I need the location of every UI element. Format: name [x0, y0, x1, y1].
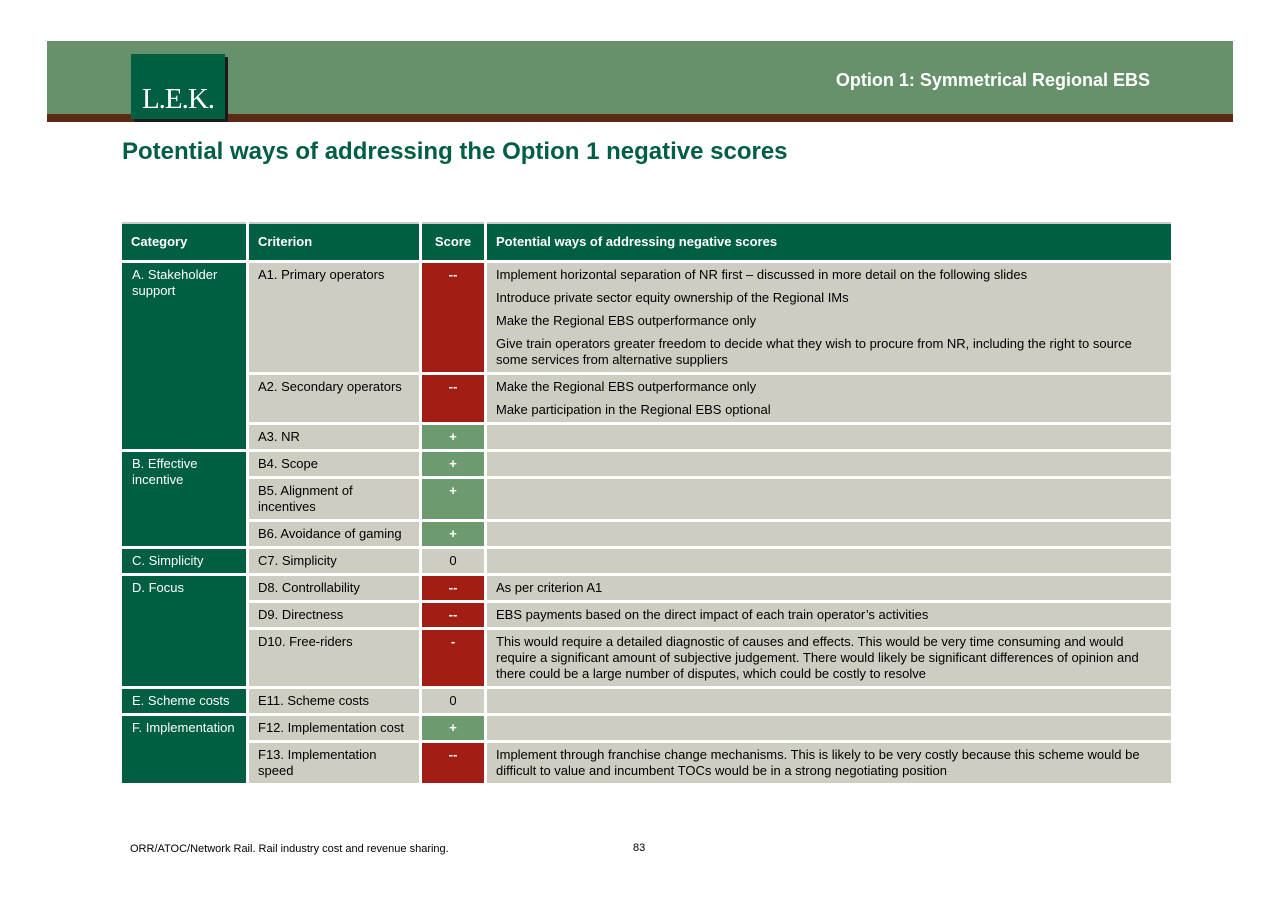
page-title: Potential ways of addressing the Option 1 negative scores: [122, 138, 788, 165]
criterion-cell: A1. Primary operators: [249, 263, 419, 372]
scores-table: [119, 219, 1174, 786]
table-row: [122, 549, 1171, 573]
score-header: Score: [422, 222, 484, 260]
ways-cell: [487, 603, 1171, 627]
ways-cell: [487, 375, 1171, 422]
way-item: As per criterion A1: [496, 580, 603, 595]
criterion-cell: E11. Scheme costs: [249, 689, 419, 713]
table-row: [122, 630, 1171, 686]
score-cell: -: [422, 630, 484, 686]
section-title: Option 1: Symmetrical Regional EBS: [835, 70, 1150, 90]
page-number: 83: [633, 842, 646, 854]
table-row: [122, 716, 1171, 740]
category-cell: C. Simplicity: [122, 549, 246, 573]
way-item: Make participation in the Regional EBS optional: [496, 402, 771, 417]
score-cell: --: [422, 263, 484, 372]
way-item: EBS payments based on the direct impact of each train operator’s activities: [496, 607, 929, 622]
category-cell: F. Implementation: [122, 716, 246, 783]
criterion-cell: A2. Secondary operators: [249, 375, 419, 422]
way-item: This would require a detailed diagnostic of causes and effects. This would be very time consuming and would require a significant amount of subjective judgement. There would likely be significant differences of opinion and there could be a large number of disputes, which could be costly to resolve: [496, 634, 1139, 681]
table-row: [122, 425, 1171, 449]
way-item: Implement horizontal separation of NR first – discussed in more detail on the following slides: [496, 267, 1028, 282]
ways-cell: [487, 425, 1171, 449]
score-cell: 0: [422, 689, 484, 713]
criterion-cell: B6. Avoidance of gaming: [249, 522, 419, 546]
criterion-cell: C7. Simplicity: [249, 549, 419, 573]
table-row: [122, 743, 1171, 783]
ways-cell: [487, 576, 1171, 600]
score-cell: +: [422, 452, 484, 476]
logo-text: L.E.K.: [141, 83, 215, 115]
category-cell: E. Scheme costs: [122, 689, 246, 713]
score-cell: --: [422, 603, 484, 627]
score-cell: 0: [422, 549, 484, 573]
criterion-cell: B5. Alignment of incentives: [249, 479, 419, 519]
table-row: [122, 603, 1171, 627]
way-item: Make the Regional EBS outperformance only: [496, 313, 757, 328]
score-cell: +: [422, 479, 484, 519]
category-header: Category: [122, 222, 246, 260]
ways-cell: [487, 522, 1171, 546]
score-cell: --: [422, 576, 484, 600]
criterion-cell: D9. Directness: [249, 603, 419, 627]
ways-cell: [487, 630, 1171, 686]
criterion-cell: D8. Controllability: [249, 576, 419, 600]
ways-cell: [487, 689, 1171, 713]
ways-cell: [487, 479, 1171, 519]
way-item: Implement through franchise change mechanisms. This is likely to be very costly because this scheme would be difficult to value and incumbent TOCs would be in a strong negotiating position: [496, 747, 1140, 778]
ways-cell: [487, 743, 1171, 783]
table-row: [122, 689, 1171, 713]
table-row: [122, 375, 1171, 422]
ways-cell: [487, 452, 1171, 476]
way-item: Give train operators greater freedom to decide what they wish to procure from NR, including the right to source some services from alternative suppliers: [496, 336, 1132, 367]
ways-cell: [487, 549, 1171, 573]
table-header-row: [122, 222, 1171, 260]
category-cell: B. Effective incentive: [122, 452, 246, 546]
score-cell: --: [422, 743, 484, 783]
criterion-cell: F13. Implementation speed: [249, 743, 419, 783]
category-cell: D. Focus: [122, 576, 246, 686]
table-row: [122, 263, 1171, 372]
category-cell: A. Stakeholder support: [122, 263, 246, 449]
table-row: [122, 452, 1171, 476]
way-item: Introduce private sector equity ownership of the Regional IMs: [496, 290, 849, 305]
table-row: [122, 576, 1171, 600]
criterion-header: Criterion: [249, 222, 419, 260]
score-cell: +: [422, 716, 484, 740]
table-row: [122, 479, 1171, 519]
score-cell: +: [422, 522, 484, 546]
lek-logo: [131, 54, 225, 119]
ways-cell: [487, 263, 1171, 372]
way-item: Make the Regional EBS outperformance only: [496, 379, 757, 394]
criterion-cell: A3. NR: [249, 425, 419, 449]
score-cell: +: [422, 425, 484, 449]
ways-cell: [487, 716, 1171, 740]
criterion-cell: B4. Scope: [249, 452, 419, 476]
footer-source: ORR/ATOC/Network Rail. Rail industry cost and revenue sharing.: [130, 843, 449, 855]
criterion-cell: D10. Free-riders: [249, 630, 419, 686]
table-row: [122, 522, 1171, 546]
criterion-cell: F12. Implementation cost: [249, 716, 419, 740]
score-cell: --: [422, 375, 484, 422]
ways-header: Potential ways of addressing negative scores: [487, 222, 1171, 260]
